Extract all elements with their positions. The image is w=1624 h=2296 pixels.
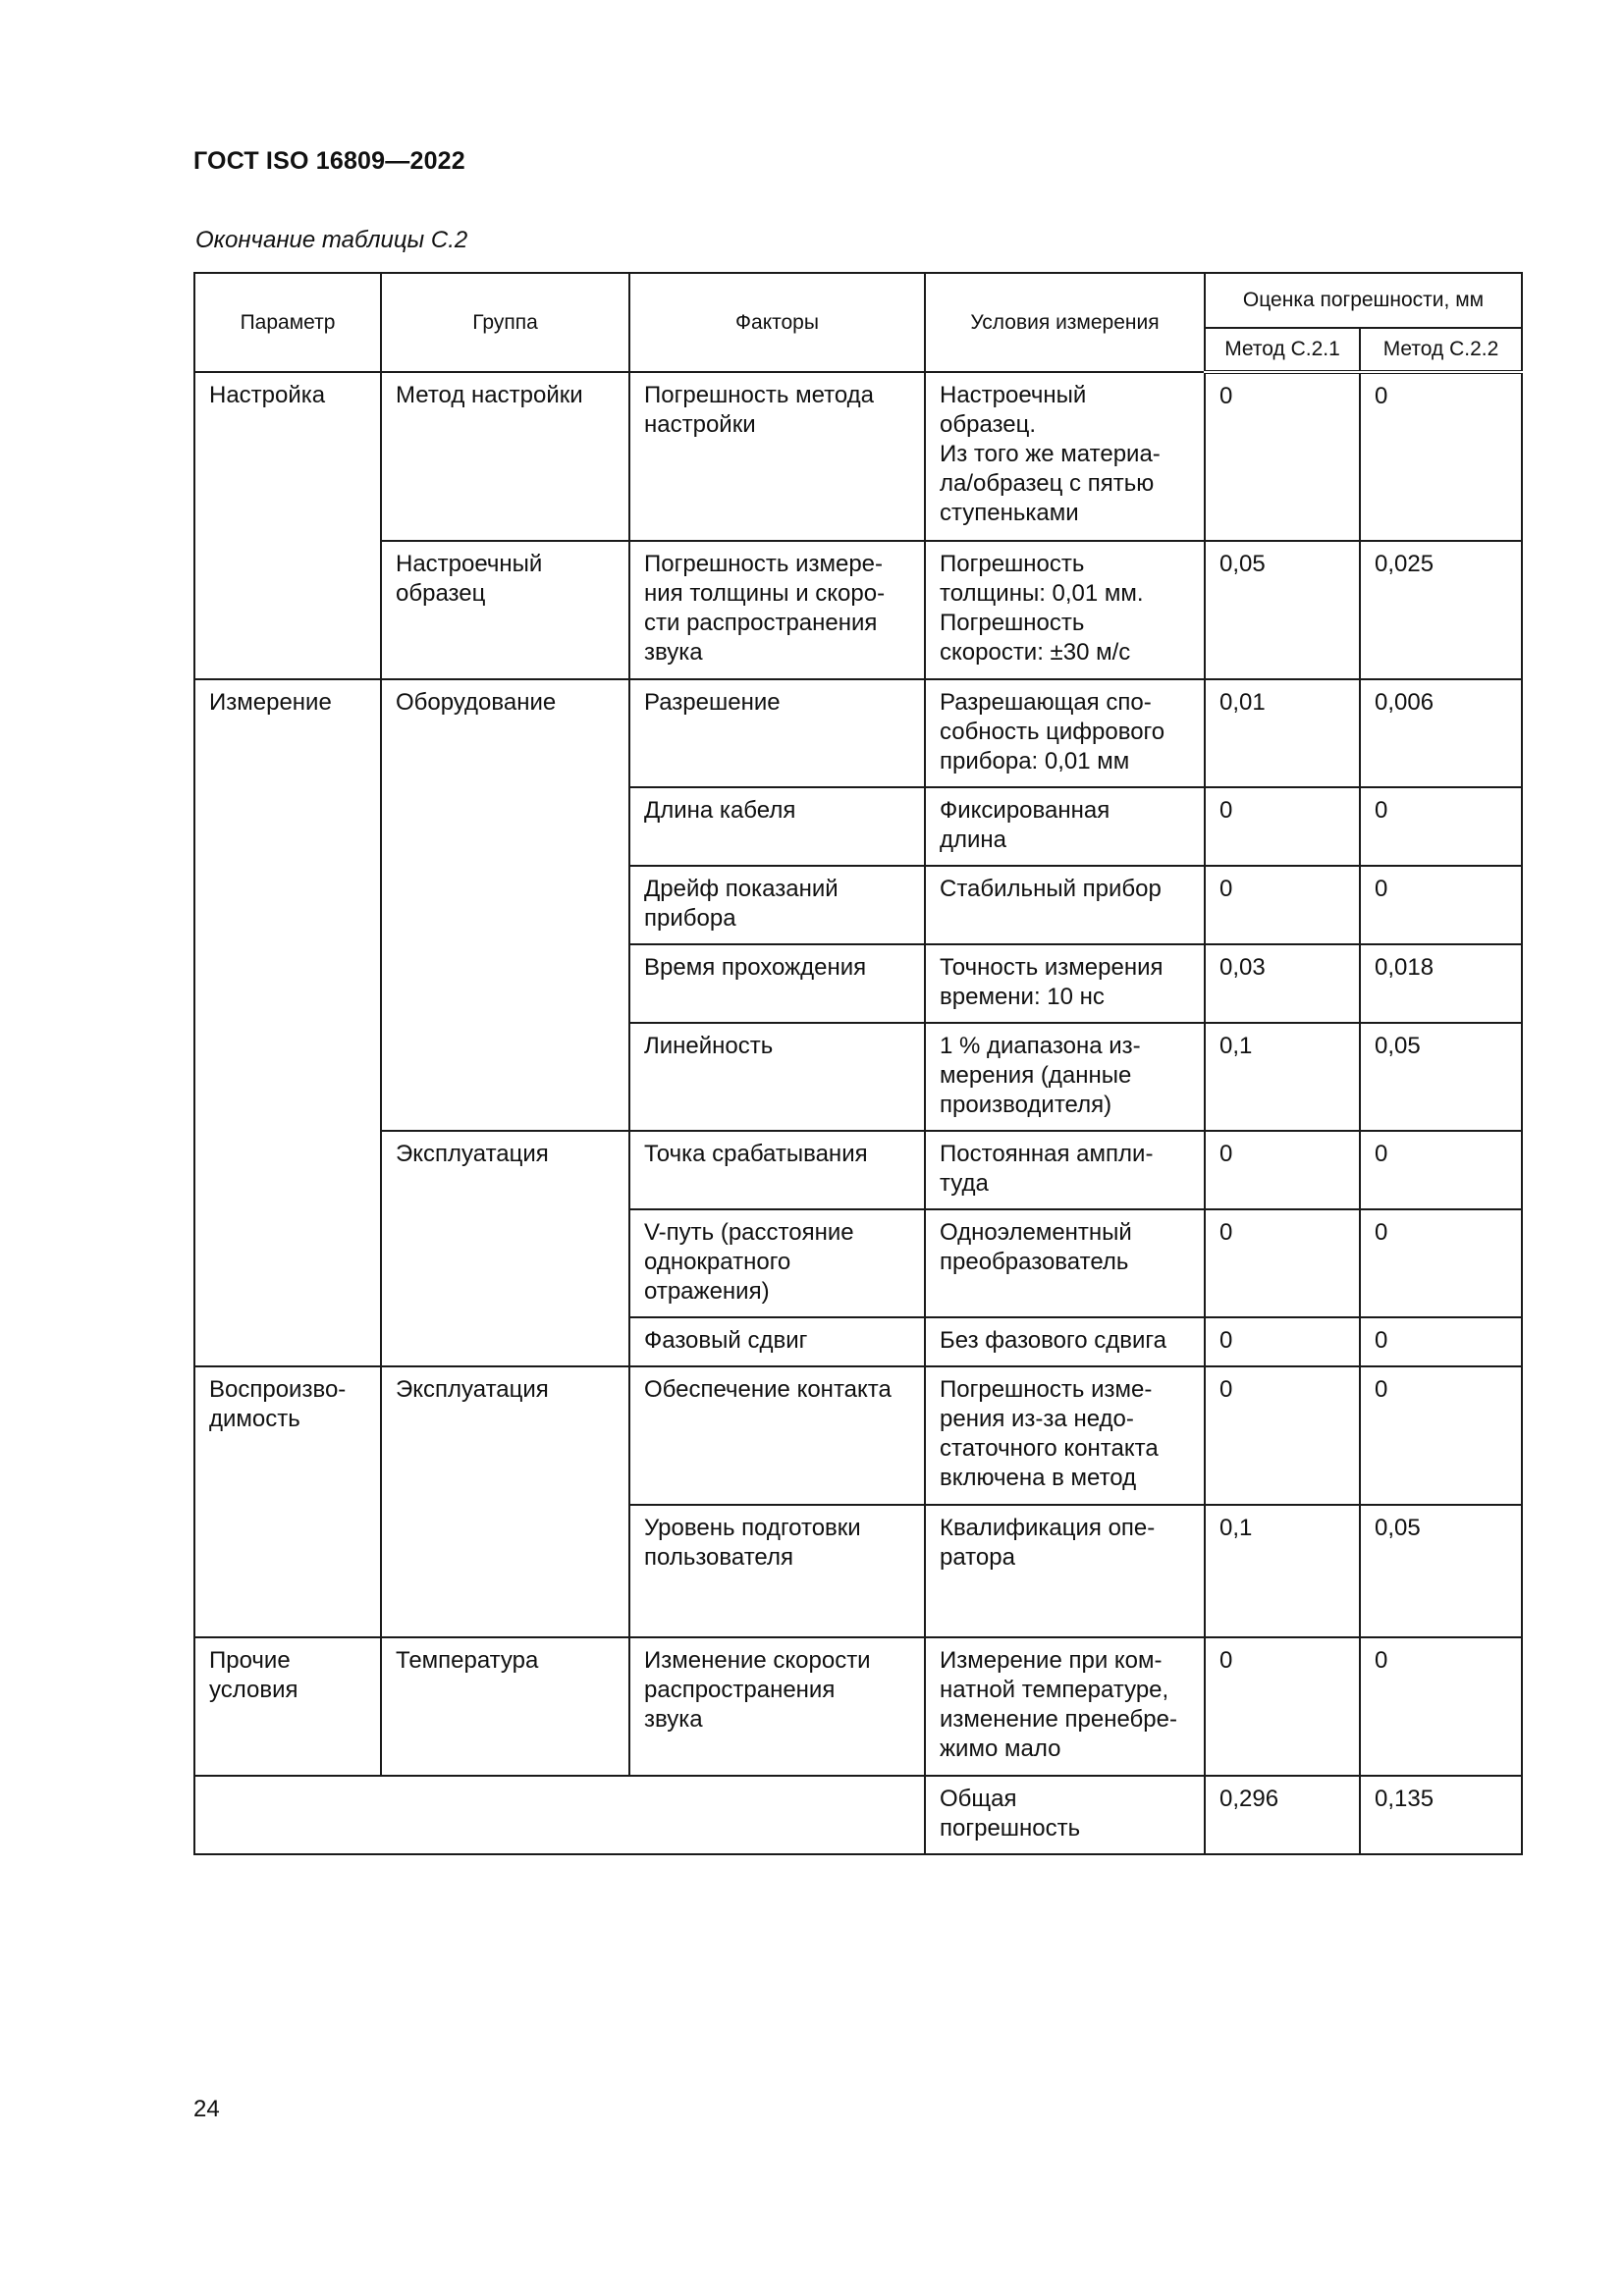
page-number: 24: [193, 2096, 220, 2122]
total-method-1: 0,296: [1205, 1776, 1360, 1854]
cell-condition: Разрешающая спо- собность цифрового прибора: 0,01 мм: [925, 679, 1205, 787]
cell-condition: Без фазового сдвига: [925, 1317, 1205, 1366]
header-group: Группа: [381, 273, 629, 372]
cell-method-1: 0,03: [1205, 944, 1360, 1023]
cell-method-1: 0: [1205, 1131, 1360, 1209]
uncertainty-table: [193, 272, 1523, 1855]
header-parameter: Параметр: [194, 273, 381, 372]
cell-method-2: 0: [1360, 372, 1522, 541]
total-label: Общая погрешность: [925, 1776, 1205, 1854]
cell-factor: Линейность: [629, 1023, 925, 1131]
cell-group: Температура: [381, 1637, 629, 1776]
table-row: [194, 1637, 1522, 1776]
cell-factor: Длина кабеля: [629, 787, 925, 866]
cell-parameter: Измерение: [194, 679, 381, 1366]
cell-method-2: 0,05: [1360, 1505, 1522, 1637]
table-row: [194, 679, 1522, 787]
cell-factor: Время прохождения: [629, 944, 925, 1023]
header-factors: Факторы: [629, 273, 925, 372]
cell-factor: Фазовый сдвиг: [629, 1317, 925, 1366]
header-estimate: Оценка погрешности, мм: [1205, 273, 1522, 328]
document-header: ГОСТ ISO 16809—2022: [193, 147, 465, 175]
cell-group: Эксплуатация: [381, 1131, 629, 1366]
cell-method-2: 0: [1360, 1366, 1522, 1505]
cell-method-1: 0,1: [1205, 1023, 1360, 1131]
cell-condition: Стабильный прибор: [925, 866, 1205, 944]
cell-method-2: 0: [1360, 866, 1522, 944]
cell-parameter: Воспроизво- димость: [194, 1366, 381, 1637]
table-row: [194, 541, 1522, 679]
table-row: [194, 372, 1522, 541]
cell-factor: Разрешение: [629, 679, 925, 787]
cell-group: Эксплуатация: [381, 1366, 629, 1637]
cell-method-1: 0: [1205, 1366, 1360, 1505]
cell-factor: Погрешность метода настройки: [629, 372, 925, 541]
header-conditions: Условия измерения: [925, 273, 1205, 372]
cell-factor: Уровень подготовки пользователя: [629, 1505, 925, 1637]
table-caption: Окончание таблицы С.2: [195, 227, 468, 253]
cell-condition: Погрешность изме- рения из-за недо- статочного контакта включена в метод: [925, 1366, 1205, 1505]
total-row: [194, 1776, 1522, 1854]
cell-condition: Настроечный образец. Из того же материа- ла/образец с пятью ступеньками: [925, 372, 1205, 541]
cell-method-1: 0,01: [1205, 679, 1360, 787]
cell-method-2: 0: [1360, 1317, 1522, 1366]
cell-method-1: 0: [1205, 1637, 1360, 1776]
header-method-2: Метод С.2.2: [1360, 328, 1522, 372]
cell-factor: Обеспечение контакта: [629, 1366, 925, 1505]
cell-method-2: 0,006: [1360, 679, 1522, 787]
cell-method-1: 0: [1205, 372, 1360, 541]
cell-method-1: 0: [1205, 1209, 1360, 1317]
cell-method-1: 0,1: [1205, 1505, 1360, 1637]
cell-group: Оборудование: [381, 679, 629, 1131]
cell-method-2: 0,018: [1360, 944, 1522, 1023]
cell-factor: V-путь (расстояние однократного отражения): [629, 1209, 925, 1317]
cell-factor: Изменение скорости распространения звука: [629, 1637, 925, 1776]
cell-condition: Квалификация опе- ратора: [925, 1505, 1205, 1637]
cell-parameter: Настройка: [194, 372, 381, 679]
cell-method-1: 0,05: [1205, 541, 1360, 679]
cell-method-2: 0,025: [1360, 541, 1522, 679]
cell-factor: Дрейф показаний прибора: [629, 866, 925, 944]
cell-condition: 1 % диапазона из- мерения (данные производителя): [925, 1023, 1205, 1131]
cell-method-1: 0: [1205, 787, 1360, 866]
total-method-2: 0,135: [1360, 1776, 1522, 1854]
cell-condition: Погрешность толщины: 0,01 мм. Погрешность скорости: ±30 м/с: [925, 541, 1205, 679]
table-row: [194, 1131, 1522, 1209]
cell-method-2: 0: [1360, 787, 1522, 866]
cell-method-2: 0: [1360, 1637, 1522, 1776]
cell-method-2: 0: [1360, 1209, 1522, 1317]
table-row: [194, 1366, 1522, 1505]
cell-condition: Фиксированная длина: [925, 787, 1205, 866]
cell-factor: Точка срабатывания: [629, 1131, 925, 1209]
cell-method-1: 0: [1205, 866, 1360, 944]
cell-parameter: Прочие условия: [194, 1637, 381, 1776]
cell-factor: Погрешность измере- ния толщины и скоро- сти распространения звука: [629, 541, 925, 679]
cell-method-2: 0: [1360, 1131, 1522, 1209]
cell-method-1: 0: [1205, 1317, 1360, 1366]
total-empty-cell: [194, 1776, 925, 1854]
cell-condition: Постоянная ампли- туда: [925, 1131, 1205, 1209]
cell-group: Метод настройки: [381, 372, 629, 541]
cell-condition: Одноэлементный преобразователь: [925, 1209, 1205, 1317]
header-method-1: Метод С.2.1: [1205, 328, 1360, 372]
cell-condition: Точность измерения времени: 10 нс: [925, 944, 1205, 1023]
cell-condition: Измерение при ком- натной температуре, изменение пренебре- жимо мало: [925, 1637, 1205, 1776]
cell-group: Настроечный образец: [381, 541, 629, 679]
cell-method-2: 0,05: [1360, 1023, 1522, 1131]
